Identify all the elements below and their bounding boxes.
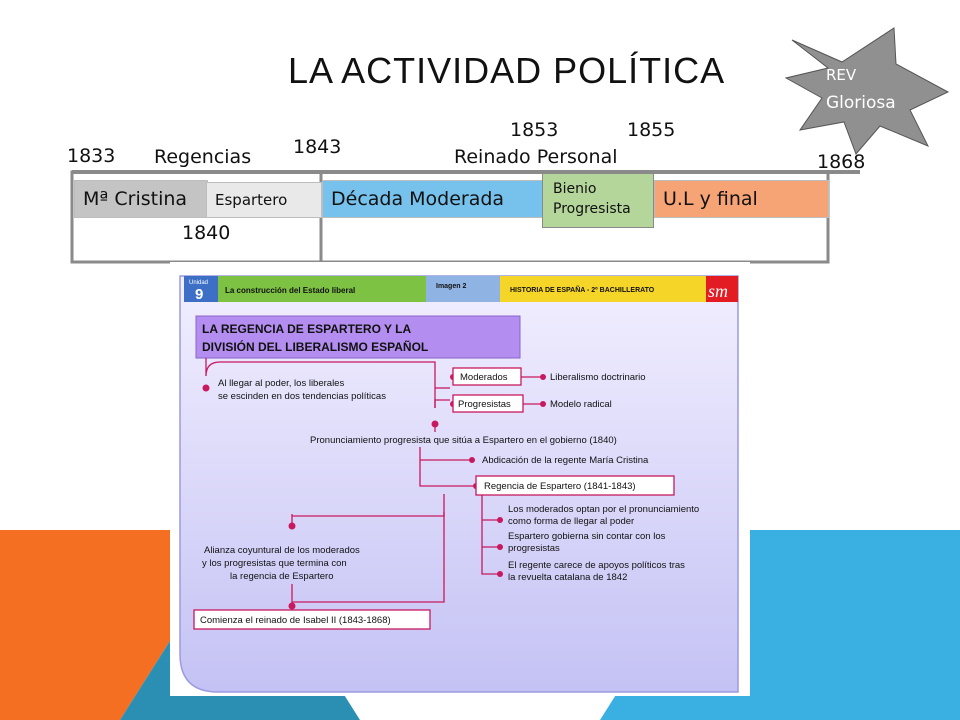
- burst-line2: Gloriosa: [826, 93, 896, 113]
- year-1868: 1868: [817, 151, 866, 173]
- abdicacion-label: Abdicación de la regente María Cristina: [482, 455, 649, 466]
- segment-ul-final: U.L y final: [654, 180, 829, 218]
- modelo-label: Modelo radical: [550, 399, 612, 410]
- progresistas-label: Progresistas: [458, 399, 511, 410]
- header-title: La construcción del Estado liberal: [225, 286, 356, 295]
- bienio-line1: Bienio: [553, 181, 597, 197]
- slide-title: LA ACTIVIDAD POLÍTICA: [288, 50, 726, 91]
- alianza-line1: Alianza coyuntural de los moderados: [204, 545, 360, 556]
- intro-line1: Al llegar al poder, los liberales: [218, 378, 345, 389]
- segment-decada-moderada: Década Moderada: [322, 180, 544, 218]
- period-regencias: Regencias: [154, 146, 252, 168]
- period-reinado-personal: Reinado Personal: [454, 146, 618, 168]
- alianza-line3: la regencia de Espartero: [230, 571, 334, 582]
- bullet2-line1: Espartero gobierna sin contar con los: [508, 531, 666, 542]
- unit-number: 9: [195, 286, 204, 303]
- bullet1-line1: Los moderados optan por el pronunciamiento: [508, 504, 700, 515]
- bullet2-line2: progresistas: [508, 543, 560, 554]
- bullet1-line2: como forma de llegar al poder: [508, 516, 635, 527]
- comienza-label: Comienza el reinado de Isabel II (1843-1868): [200, 615, 391, 626]
- bullet3-line1: El regente carece de apoyos políticos tras: [508, 560, 685, 571]
- moderados-label: Moderados: [460, 372, 508, 383]
- liberalismo-label: Liberalismo doctrinario: [550, 372, 646, 383]
- regencia-espartero-card: [170, 262, 750, 696]
- burst-line1: REV: [826, 66, 857, 84]
- heading-line1: LA REGENCIA DE ESPARTERO Y LA: [202, 322, 412, 336]
- bienio-line2: Progresista: [553, 201, 631, 217]
- header-course: HISTORIA DE ESPAÑA - 2º BACHILLERATO: [510, 287, 655, 294]
- bullet3-line2: la revuelta catalana de 1842: [508, 572, 628, 583]
- intro-line2: se escinden en dos tendencias políticas: [218, 391, 386, 402]
- year-1833: 1833: [67, 145, 116, 167]
- regencia-label: Regencia de Espartero (1841-1843): [484, 481, 636, 492]
- header-image: Imagen 2: [436, 283, 467, 290]
- brand-logo: sm: [708, 281, 729, 301]
- segment-espartero: Espartero: [206, 182, 322, 218]
- segment-bienio-progresista: [542, 173, 654, 228]
- alianza-line2: y los progresistas que termina con: [202, 558, 347, 569]
- year-1855: 1855: [627, 119, 676, 141]
- segment-maria-cristina: Mª Cristina: [74, 180, 208, 218]
- year-1840: 1840: [182, 222, 231, 244]
- year-1843: 1843: [293, 136, 342, 158]
- pronunciamiento-label: Pronunciamiento progresista que sitúa a Espartero en el gobierno (1840): [310, 435, 617, 446]
- heading-line2: DIVISIÓN DEL LIBERALISMO ESPAÑOL: [202, 340, 429, 354]
- unit-label: Unidad: [189, 280, 209, 286]
- year-1853: 1853: [510, 119, 559, 141]
